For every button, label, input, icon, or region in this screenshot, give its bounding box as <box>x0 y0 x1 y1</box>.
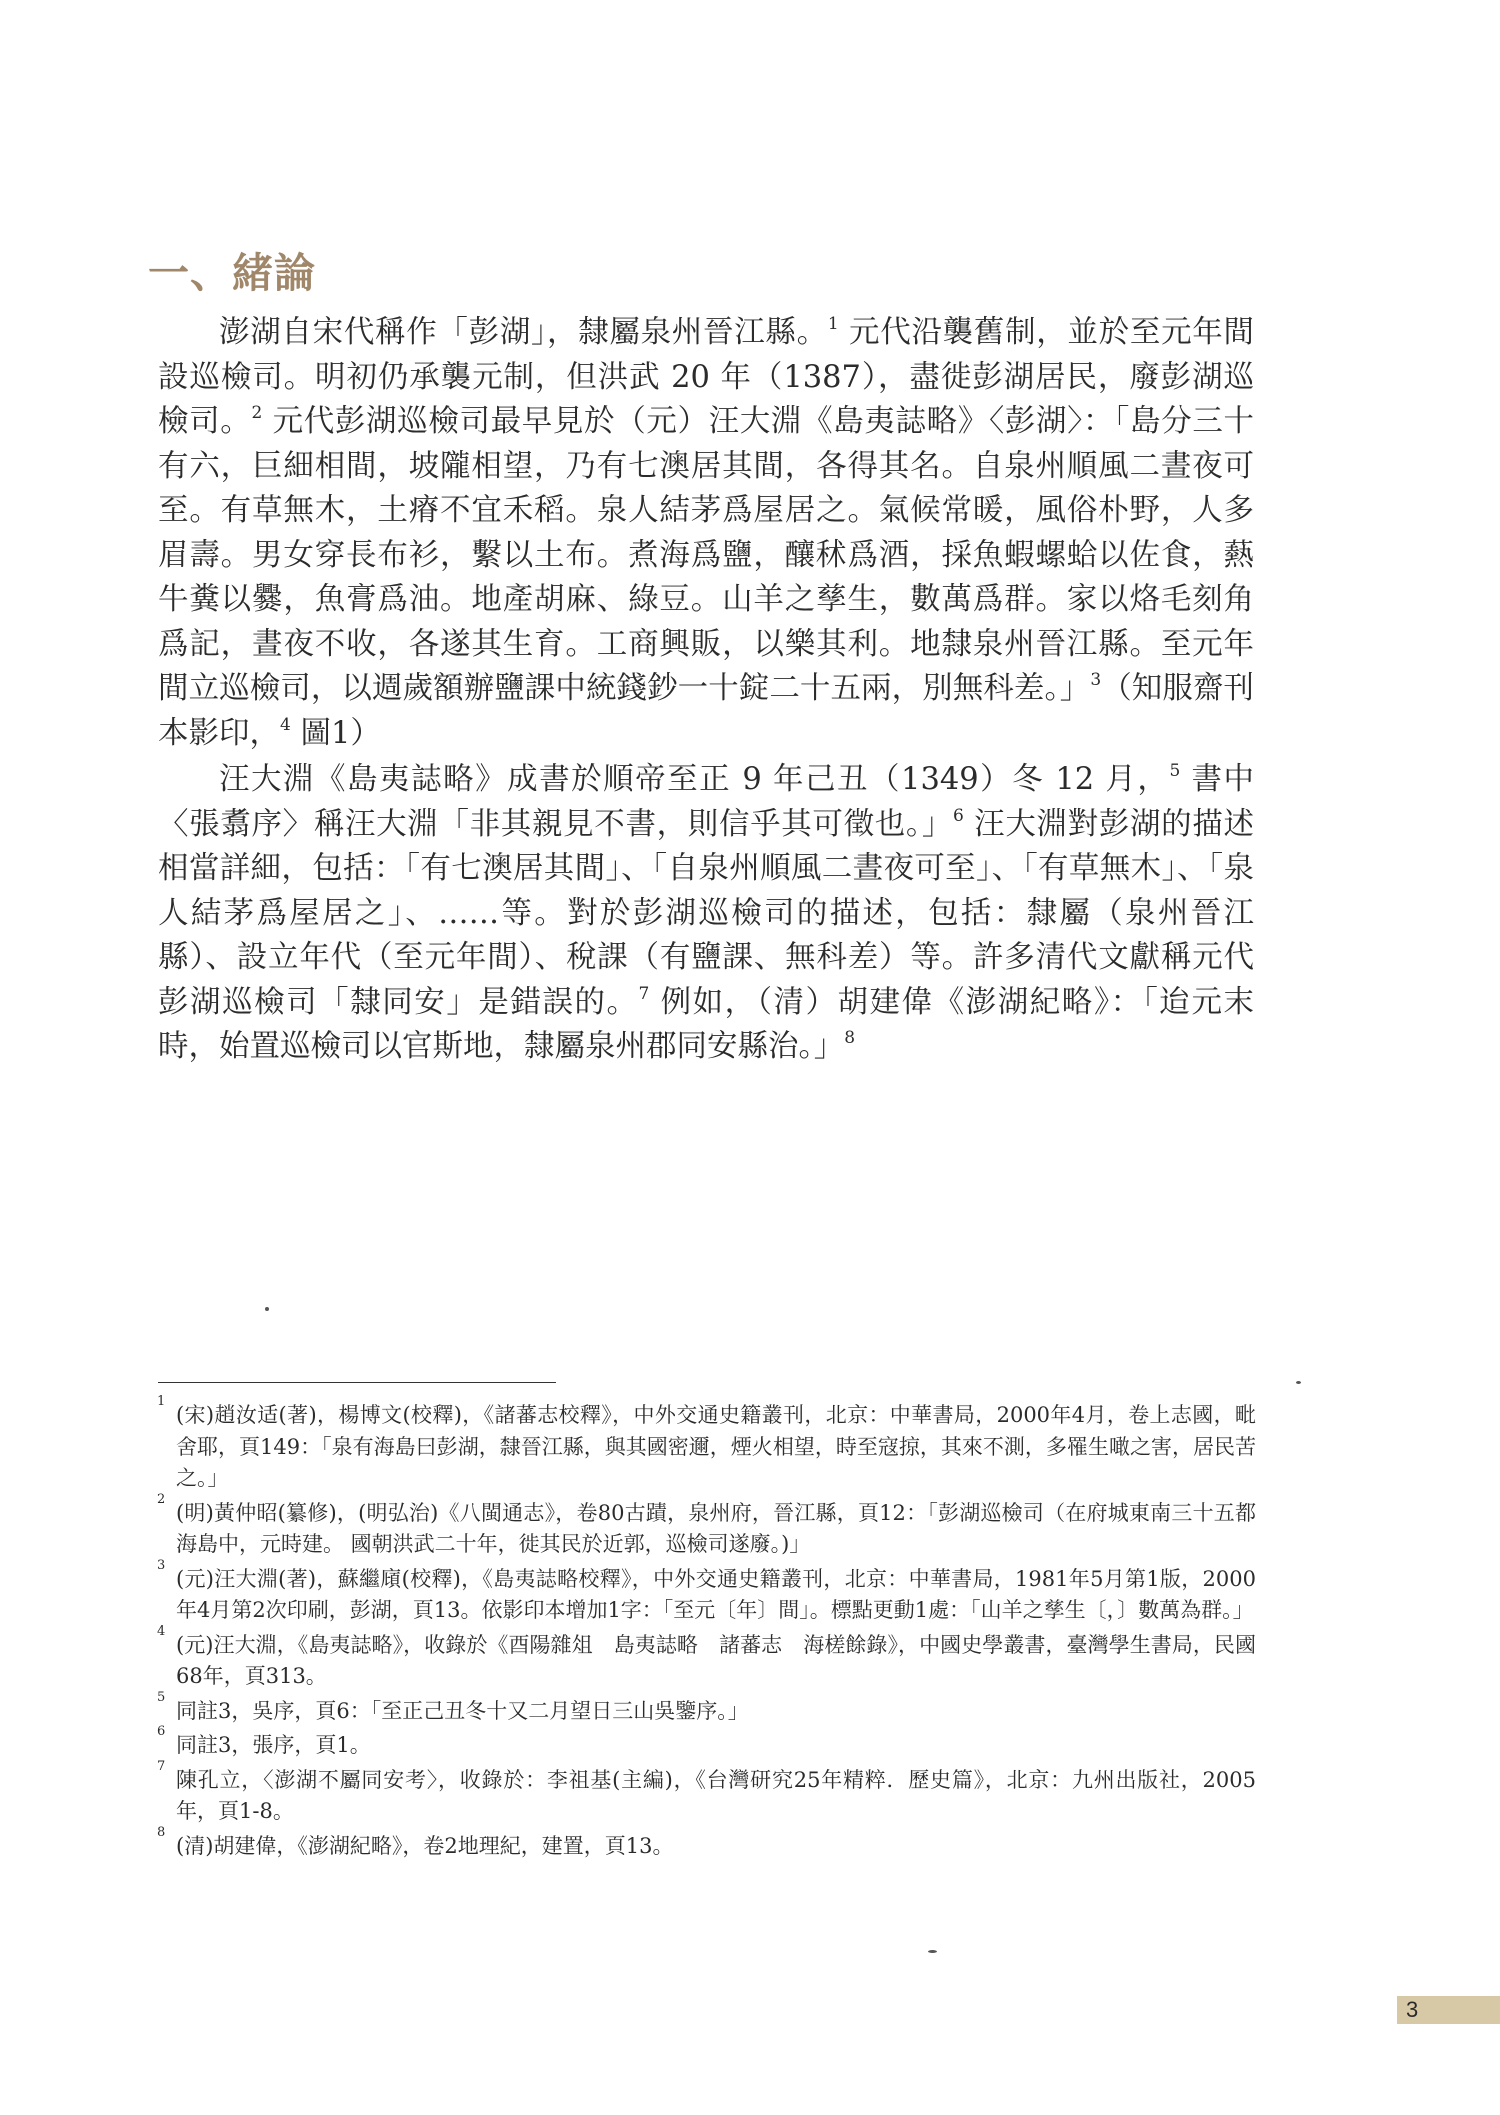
section-heading: 一、緒論 <box>148 249 316 297</box>
footnote-ref-8: 8 <box>844 1028 856 1048</box>
footnote-item <box>157 1623 1256 1693</box>
scan-speck <box>1296 1381 1301 1384</box>
footnote-text: (元)汪大淵(著)，蘇繼廎(校釋)，《島夷誌略校釋》，中外交通史籍叢刊，北京：中華書局，1981年5月第1版，2000年4月第2次印刷，彭湖，頁13。依影印本增加1字：「至元〔年〕間」。標點更動1處：「山羊之孳生〔，〕數萬為群。」 <box>176 1566 1256 1622</box>
footnote-text: (元)汪大淵，《島夷誌略》，收錄於《酉陽雜俎 島夷誌略 諸蕃志 海槎餘錄》，中國史學叢書，臺灣學生書局，民國68年，頁313。 <box>176 1632 1256 1688</box>
footnote-number: 2 <box>157 1491 166 1507</box>
footnote-ref-7: 7 <box>638 983 650 1004</box>
paragraph-2-text: 例如，（清）胡建偉《澎湖紀略》：「迨元末時，始置巡檢司以官斯地，隸屬泉州郡同安縣治。」 <box>158 984 1254 1064</box>
footnote-text: (明)黃仲昭(纂修)，(明弘治)《八閩通志》，卷80古蹟，泉州府，晉江縣，頁12：「彭湖巡檢司（在府城東南三十五都海島中，元時建。 國朝洪武二十年，徙其民於近郭，巡檢司遂廢。)」 <box>176 1500 1256 1556</box>
footnote-number: 4 <box>157 1623 166 1639</box>
footnote-number: 3 <box>157 1557 166 1573</box>
footnotes <box>157 1394 1256 1865</box>
scan-speck <box>265 1307 269 1311</box>
footnote-item <box>157 1689 1256 1728</box>
paragraph-2-text: 書中〈張翥序〉稱汪大淵「非其親見不書，則信乎其可徵也。」 <box>158 762 1254 842</box>
paragraph-1-text: （知服齋刊本影印， <box>158 671 1255 751</box>
footnote-text: 同註3，張序，頁1。 <box>176 1733 371 1757</box>
footnote-item <box>157 1557 1256 1627</box>
footnote-ref-4: 4 <box>280 714 291 735</box>
footnote-number: 1 <box>157 1394 166 1409</box>
paragraph-1 <box>158 311 1254 756</box>
footnote-item <box>157 1824 1256 1863</box>
footnote-ref-6: 6 <box>953 805 964 826</box>
paragraph-1-text: 元代沿襲舊制，並於至元年間設巡檢司。明初仍承襲元制，但洪武 20 年（1387），盡徙彭湖居民，廢彭湖巡檢司。 <box>158 315 1254 439</box>
footnote-text: 陳孔立，〈澎湖不屬同安考〉，收錄於：李祖基(主編)，《台灣研究25年精粹．歷史篇》，北京：九州出版社，2005年，頁1-8。 <box>176 1767 1256 1823</box>
footnote-text: (清)胡建偉，《澎湖紀略》，卷2地理紀，建置，頁13。 <box>176 1833 674 1858</box>
paragraph-2 <box>158 758 1254 1070</box>
footnote-ref-2: 2 <box>251 403 263 423</box>
footnote-item <box>157 1758 1256 1828</box>
footnote-item <box>157 1491 1256 1561</box>
footnote-ref-5: 5 <box>1169 761 1181 781</box>
scan-speck <box>928 1950 937 1953</box>
footnote-text: 同註3，吳序，頁6：「至正己丑冬十又二月望日三山吳鑒序。」 <box>176 1698 749 1723</box>
footnote-number: 5 <box>157 1689 166 1705</box>
paragraph-2-text: 汪大淵對彭湖的描述相當詳細，包括：「有七澳居其間」、「自泉州順風二晝夜可至」、「有草無木」、「泉人結茅爲屋居之」、……等。對於彭湖巡檢司的描述，包括：隸屬（泉州晉江縣）、設立年代（至元年間）、稅課（有鹽課、無科差）等。許多清代文獻稱元代彭湖巡檢司「隸同安」是錯誤的。 <box>158 806 1254 1020</box>
page-number: 3 <box>1397 1996 1500 2024</box>
paragraph-1-text: 澎湖自宋代稱作「彭湖」，隸屬泉州晉江縣。 <box>219 315 828 350</box>
footnote-ref-1: 1 <box>827 314 839 334</box>
paragraph-1-text: 圖1） <box>290 715 381 751</box>
footnote-ref-3: 3 <box>1090 670 1102 690</box>
body-text <box>158 311 1254 1070</box>
paragraph-2-text: 汪大淵《島夷誌略》成書於順帝至正 9 年己丑（1349）冬 12 月， <box>219 762 1170 797</box>
footnote-divider <box>158 1382 556 1383</box>
footnote-item <box>157 1724 1256 1762</box>
footnote-number: 6 <box>157 1724 166 1739</box>
footnote-item <box>157 1394 1256 1495</box>
paragraph-1-quote: 元代彭湖巡檢司最早見於（元）汪大淵《島夷誌略》〈彭湖〉：「島分三十有六，巨細相間，坡隴相望，乃有七澳居其間，各得其名。自泉州順風二晝夜可至。有草無木，土瘠不宜禾稻。泉人結茅爲屋居之。氣候常暖，風俗朴野，人多眉壽。男女穿長布衫，繫以土布。煮海爲鹽，釀秫爲酒，採魚蝦螺蛤以佐食，爇牛糞以爨，魚膏爲油。地產胡麻、綠豆。山羊之孳生，數萬爲群。家以烙毛刻角爲記，晝夜不收，各遂其生育。工商興販，以樂其利。地隸泉州晉江縣。至元年間立巡檢司，以週歲額辦鹽課中統錢鈔一十錠二十五兩，別無科差。」 <box>158 404 1254 706</box>
footnote-number: 7 <box>157 1758 166 1774</box>
footnote-text: (宋)趙汝适(著)，楊博文(校釋)，《諸蕃志校釋》，中外交通史籍叢刊，北京：中華書局，2000年4月，卷上志國，毗舍耶，頁149：「泉有海島曰彭湖，隸晉江縣，與其國密邇，煙火相望，時至寇掠，其來不測，多罹生噉之害，居民苦之。」 <box>176 1403 1256 1490</box>
footnote-number: 8 <box>157 1824 166 1840</box>
